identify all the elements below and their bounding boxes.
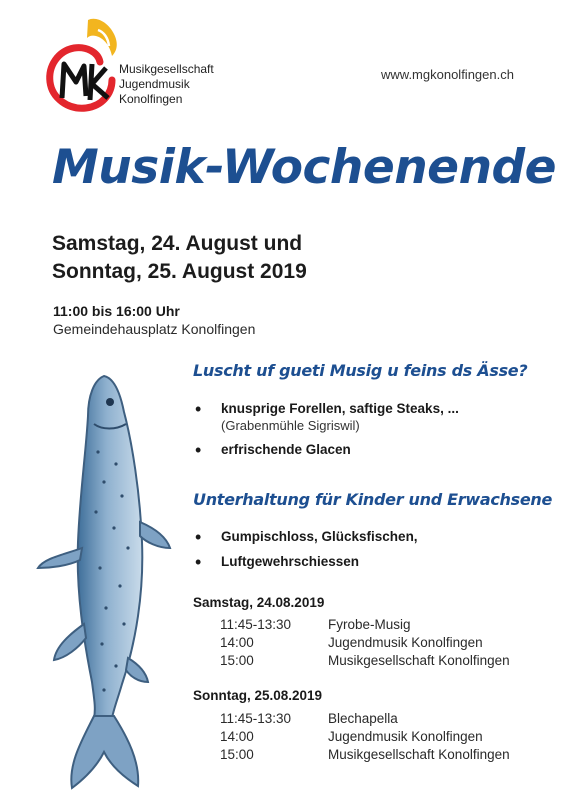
org-line: Konolfingen [119, 92, 183, 106]
org-name [119, 62, 214, 107]
schedule-time: 14:00 [220, 729, 254, 744]
food-item: knusprige Forellen, saftige Steaks, ... [221, 401, 459, 416]
schedule-act: Fyrobe-Musig [328, 617, 411, 632]
fish-illustration [32, 372, 192, 792]
event-place: Gemeindehausplatz Konolfingen [53, 321, 256, 337]
schedule-act: Musikgesellschaft Konolfingen [328, 747, 510, 762]
entertainment-heading: Unterhaltung für Kinder und Erwachsene [193, 490, 553, 509]
bullet-icon: • [195, 440, 202, 460]
schedule-act: Blechapella [328, 711, 398, 726]
schedule-act: Jugendmusik Konolfingen [328, 729, 483, 744]
schedule-act: Musikgesellschaft Konolfingen [328, 653, 510, 668]
schedule-time: 11:45-13:30 [220, 711, 292, 726]
org-line: Jugendmusik [119, 77, 190, 91]
event-time: 11:00 bis 16:00 Uhr [53, 303, 180, 319]
event-dates [52, 230, 307, 286]
food-heading: Luscht uf gueti Musig u feins ds Ässe? [193, 361, 528, 380]
page-title: Musik-Wochenende [52, 140, 557, 195]
food-item: erfrischende Glacen [221, 442, 351, 457]
schedule-act: Jugendmusik Konolfingen [328, 635, 483, 650]
schedule-time: 15:00 [220, 747, 254, 762]
org-line: Musikgesellschaft [119, 62, 214, 76]
website-url[interactable]: www.mgkonolfingen.ch [381, 67, 514, 82]
entertainment-item: Luftgewehrschiessen [221, 554, 360, 569]
schedule-day-heading: Sonntag, 25.08.2019 [193, 688, 323, 703]
date-line: Samstag, 24. August und [52, 232, 303, 255]
bullet-icon: • [195, 399, 202, 419]
schedule-time: 15:00 [220, 653, 254, 668]
schedule-time: 11:45-13:30 [220, 617, 292, 632]
schedule-day-heading: Samstag, 24.08.2019 [193, 595, 325, 610]
mk-logo [40, 16, 130, 116]
schedule-time: 14:00 [220, 635, 254, 650]
entertainment-item: Gumpischloss, Glücksfischen, [221, 529, 418, 544]
date-line: Sonntag, 25. August 2019 [52, 260, 307, 283]
bullet-icon: • [195, 527, 202, 547]
bullet-icon: • [195, 552, 202, 572]
food-item-note: (Grabenmühle Sigriswil) [221, 418, 360, 433]
